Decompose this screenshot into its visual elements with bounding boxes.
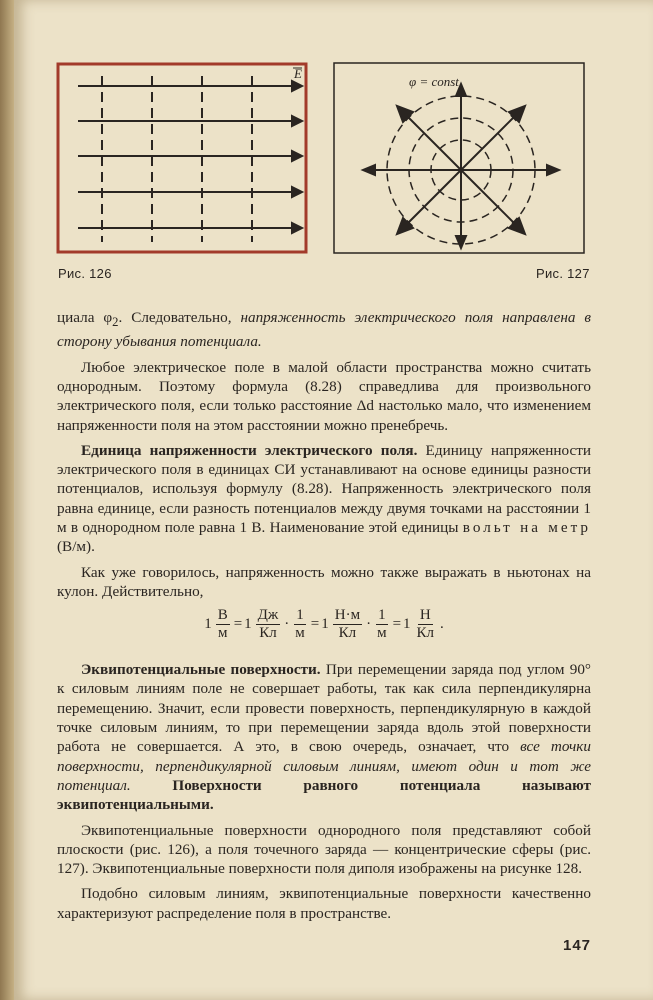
figure-126 xyxy=(56,62,308,254)
paragraph-6: Эквипотенциальные поверхности однородного поля представляют собой плоскости (рис. 126), а поля точечного заряда — концентрические сферы (рис. 127). Эквипотенциальные поверхности поля диполя изображены на рисунке 128. xyxy=(57,821,591,878)
paragraph-4: Как уже говорилось, напряженность можно также выражать в ньютонах на кулон. Действительно, xyxy=(57,563,591,600)
figure-126-caption: Рис. 126 xyxy=(58,266,112,281)
paragraph-1: циала $\varphi_2$. Следовательно, напряженность электрического поля направлена в сторону убывания потенциала. xyxy=(57,309,592,351)
figure-127 xyxy=(333,62,585,254)
figure-127-caption: Рис. 127 xyxy=(536,266,590,281)
book-spine xyxy=(0,0,14,1000)
page-number: 147 xyxy=(563,937,592,954)
body-text xyxy=(57,308,591,929)
paragraph-7: Подобно силовым линиям, эквипотенциальные поверхности качественно характеризуют распределение поля в пространстве. xyxy=(57,885,591,922)
field-vector-label: E xyxy=(294,66,302,81)
paragraph-2: Любое электрическое поле в малой области пространства можно считать однородным. Поэтому формула (8.28) справедлива для произвольного электрического поля, если только расстояние Δd настолько мало, что изменением напряженности поля на этом расстоянии можно пренебречь. xyxy=(57,358,591,434)
paragraph-3: Единица напряженности электрического поля. Единицу напряженности электрического поля в единицах СИ устанавливают на основе единицы разности потенциалов, используя формулу (8.28). Напряженность электрического поля равна единице, если разность потенциалов между двумя точками на расстоянии 1 м в однородном поле равна 1 В. Наименование этой единицы вольт на метр (В/м). xyxy=(57,441,591,556)
equipotential-label: φ = const xyxy=(409,74,459,89)
paragraph-5: Эквипотенциальные поверхности. При перемещении заряда под углом 90° к силовым линиям поле не совершает работы, так как сила перпендикулярна перемещению. Значит, если провести поверхность, перпендикулярную в каждой точке силовым линиям, то при перемещении заряда вдоль этой поверхности работа не совершается. А это, в свою очередь, означает, что все точки поверхности, перпендикулярной силовым линиям, имеют один и тот же потенциал. Поверхности равного потенциала называют эквипотенциальными. xyxy=(57,661,592,814)
point-charge-diagram xyxy=(333,62,585,254)
uniform-field-diagram xyxy=(56,62,308,254)
unit-formula: 1 $\frac{В}{м}$ = 1 $\frac{Дж}{Кл}$ · $\frac{1}{м}$ = 1 $\frac{Н\cdot м}{Кл}$ · $\frac{1}{м}$ = 1 $\frac{Н}{Кл}$ . xyxy=(204,607,444,642)
